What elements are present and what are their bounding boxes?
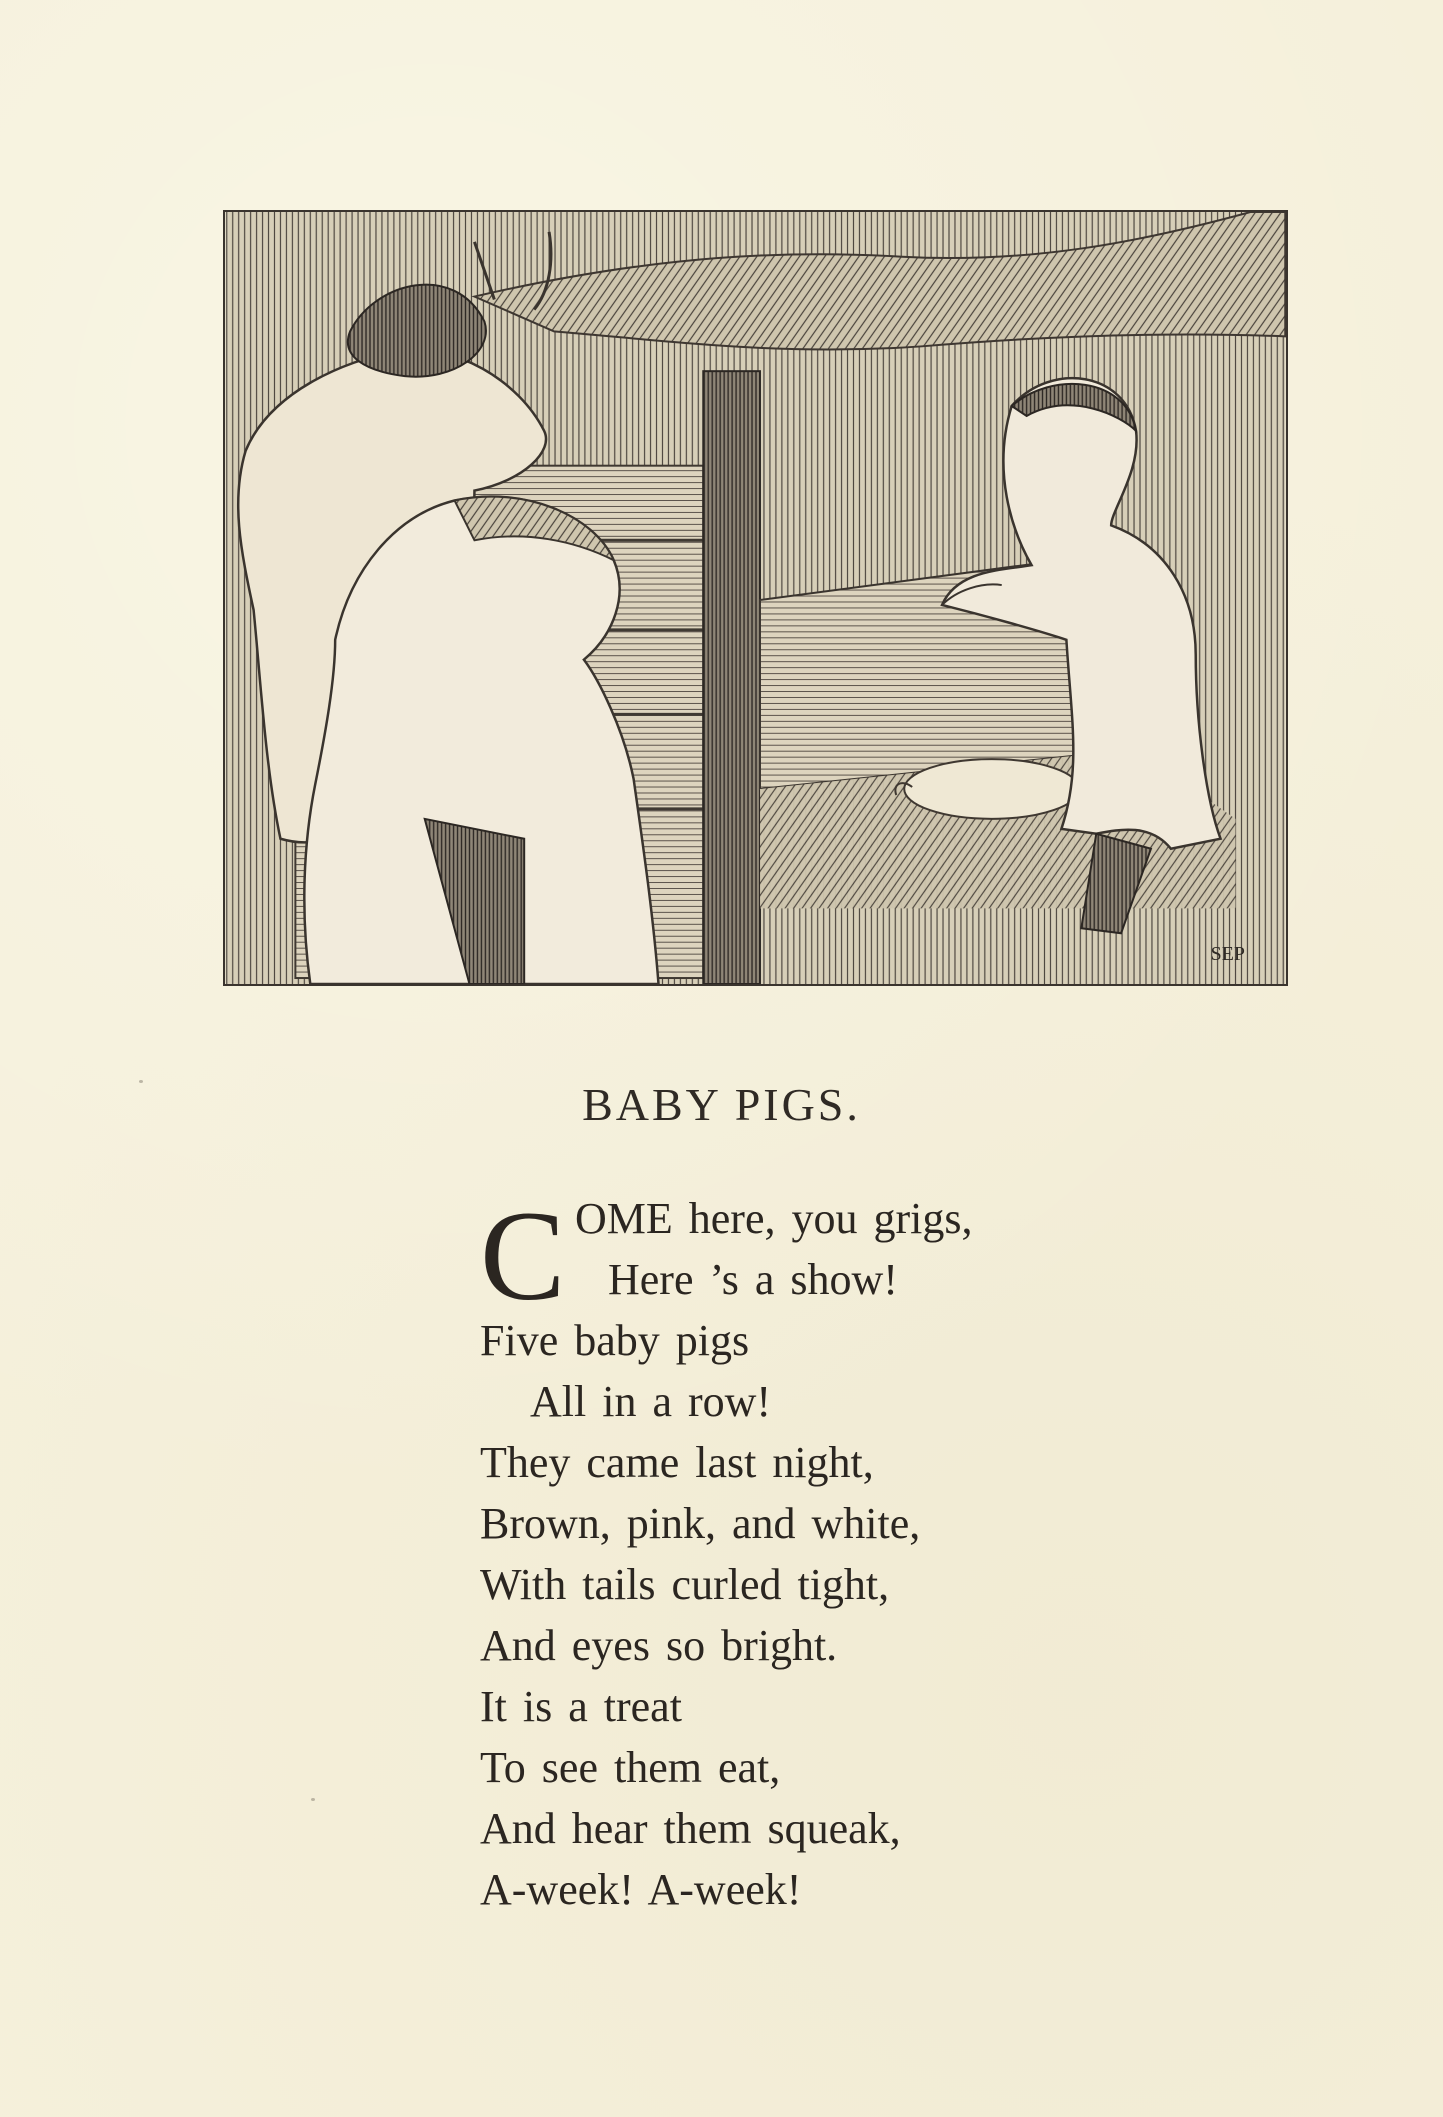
- monogram-mark: [1211, 943, 1245, 965]
- poem-body: [480, 1185, 973, 1920]
- poem-line-5: They came last night,: [480, 1438, 874, 1487]
- poem-title: BABY PIGS.: [582, 1079, 861, 1130]
- poem-line-9: It is a treat: [480, 1682, 682, 1731]
- poem-line-text: OME here, you grigs,: [575, 1194, 973, 1243]
- center-post: [703, 371, 760, 984]
- dropcap-letter: C: [480, 1185, 566, 1327]
- poem-line-6: Brown, pink, and white,: [480, 1499, 921, 1548]
- poem-line-11: And hear them squeak,: [480, 1804, 901, 1853]
- baby-pig: [904, 759, 1079, 819]
- poem-line-10: To see them eat,: [480, 1743, 781, 1792]
- poem-line-2: Here ’s a show!: [608, 1255, 898, 1304]
- poem-line-7: With tails curled tight,: [480, 1560, 890, 1609]
- paper-speck: [311, 1798, 315, 1801]
- engraved-illustration: [223, 210, 1288, 986]
- poem-line-12: A-week! A-week!: [480, 1865, 802, 1914]
- poem-line-3: Five baby pigs: [480, 1316, 750, 1365]
- poem-line-4: All in a row!: [530, 1377, 772, 1426]
- poem-line-8: And eyes so bright.: [480, 1621, 838, 1670]
- illustration-drawing: [225, 212, 1286, 984]
- illustrator-monogram: SEP: [1210, 943, 1245, 966]
